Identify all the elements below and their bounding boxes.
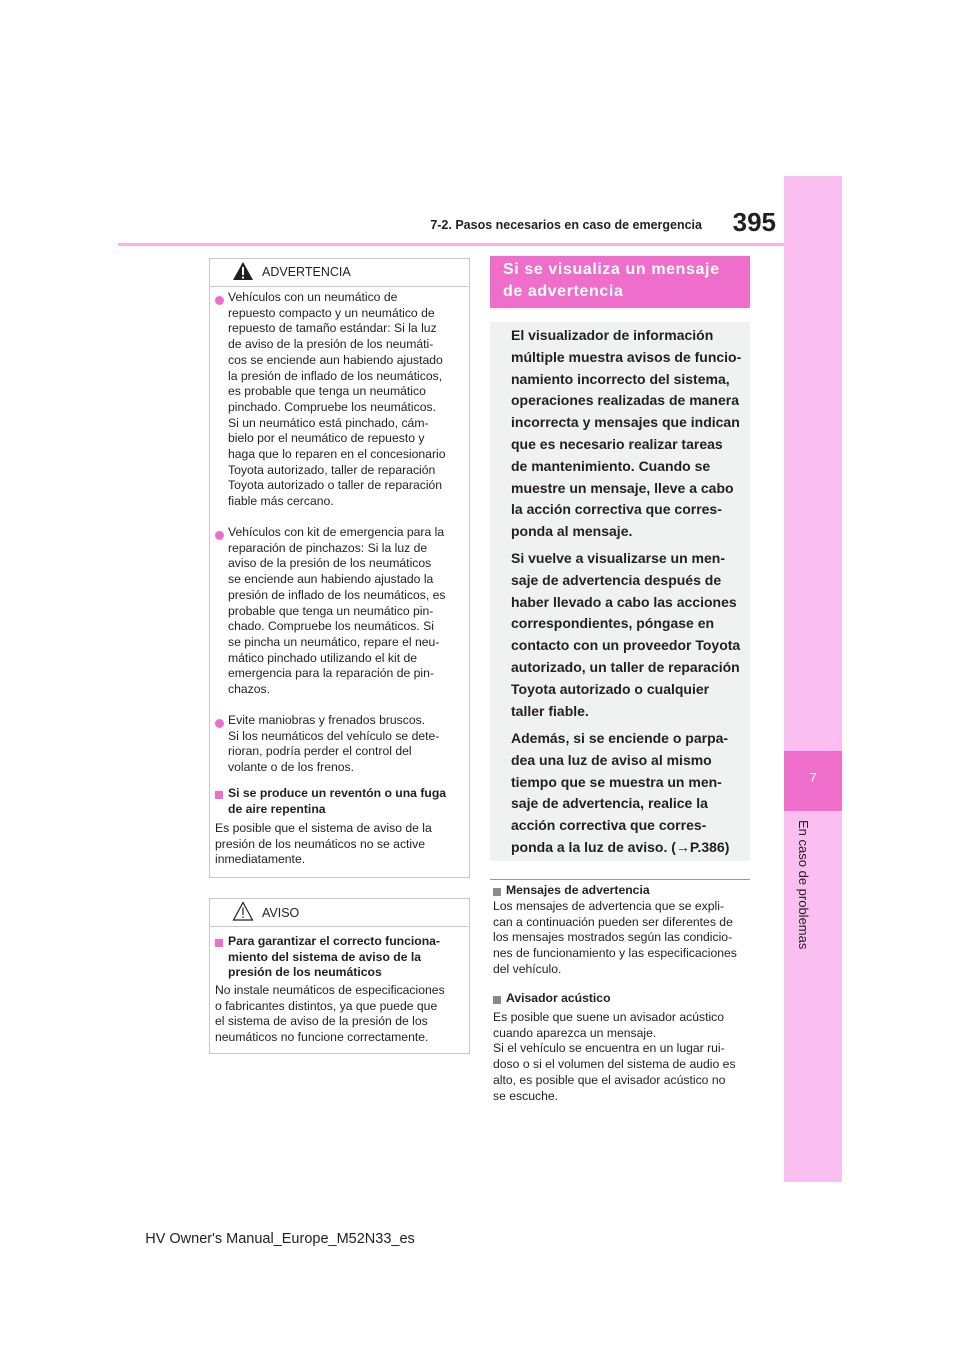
note-heading: Mensajes de advertencia <box>506 883 650 897</box>
chapter-side-tab <box>784 176 842 1182</box>
warning-subheading: Si se produce un reventón o una fuga de aire repentina <box>228 786 447 816</box>
page-number: 395 <box>732 207 776 237</box>
square-bullet-icon <box>215 791 223 799</box>
bullet-icon <box>215 719 224 728</box>
note-heading: Avisador acústico <box>506 991 611 1005</box>
square-bullet-icon <box>493 996 501 1004</box>
warning-body: Es posible que el sistema de aviso de la presión de los neumáticos no se active inmediatamente. <box>215 821 432 867</box>
warning-title: ADVERTENCIA <box>262 265 351 279</box>
warning-item-3: Evite maniobras y frenados bruscos. Si los neumáticos del vehículo se dete- rioran, podría perder el control del volante o de los frenos. <box>228 713 440 775</box>
bullet-icon <box>215 531 224 540</box>
bullet-icon <box>215 296 224 305</box>
caution-triangle-outline-icon <box>232 901 254 921</box>
warning-item-2: Vehículos con kit de emergencia para la reparación de pinchazos: Si la luz de aviso de la presión de los neumáticos se enciende aun habiendo ajustado la presión de inflado de los neumáticos, es probable que tenga un neumático pin- chado. Compruebe los neumáticos. Si se pincha un neumático, repare el neu- mático pinchado utilizando el kit de emergencia para la reparación de pin- chazos. <box>228 525 446 697</box>
warning-item-1: Vehículos con un neumático de repuesto compacto y un neumático de repuesto de tamaño estándar: Si la luz de aviso de la presión de los neumáti- cos se enciende aun habiendo ajustado la presión de inflado de los neumáticos, es probable que tenga un neumático pinchado. Compruebe los neumáticos. Si un neumático está pinchado, cám- bielo por el neumático de repuesto y haga que lo reparen en el concesionario Toyota autorizado, taller de reparación Toyota autorizado o taller de reparación fiable más cercano. <box>228 290 446 509</box>
section-heading: Si se visualiza un mensaje de advertencia <box>503 261 720 300</box>
chapter-title: En caso de problemas <box>796 820 811 950</box>
square-bullet-icon <box>493 888 501 896</box>
caution-subheading: Para garantizar el correcto funciona- miento del sistema de aviso de la presión de los neumáticos <box>228 934 440 980</box>
square-bullet-icon <box>215 939 223 947</box>
warning-triangle-filled-icon <box>232 261 254 281</box>
info-paragraph-2: Si vuelve a visualizarse un men- saje de advertencia después de haber llevado a cabo las acciones correspondientes, póngase en contacto con un proveedor Toyota autorizado, un taller de reparación Toyota autorizado o cualquier taller fiable. <box>511 550 741 719</box>
footer-text: HV Owner's Manual_Europe_M52N33_es <box>145 1231 415 1247</box>
notes-divider <box>490 879 750 880</box>
chapter-number: 7 <box>809 770 817 785</box>
section-header: 7-2. Pasos necesarios en caso de emergencia <box>430 218 702 232</box>
note-body: Los mensajes de advertencia que se expli- can a continuación pueden ser diferentes de los mensajes mostrados según las condicio- nes de funcionamiento y las especificaciones del vehículo. <box>493 899 737 976</box>
caution-body: No instale neumáticos de especificaciones o fabricantes distintos, ya que puede que el sistema de aviso de la presión de los neumáticos no funcione correctamente. <box>215 983 445 1045</box>
note-body: Es posible que suene un avisador acústico cuando aparezca un mensaje. Si el vehículo se encuentra en un lugar rui- doso o si el volumen del sistema de audio es alto, es posible que el avisador acústico no se escuche. <box>493 1010 736 1103</box>
header-divider <box>118 243 784 246</box>
info-paragraph-1: El visualizador de información múltiple muestra avisos de funcio- namiento incorrecto del sistema, operaciones realizadas de manera incorrecta y mensajes que indican que es necesario realizar tareas de mantenimiento. Cuando se muestre un mensaje, lleve a cabo la acción correctiva que corres- ponda al mensaje. <box>511 327 742 540</box>
caution-title: AVISO <box>262 906 300 920</box>
info-paragraph-3: Además, si se enciende o parpa- dea una luz de aviso al mismo tiempo que se muestra un men- saje de advertencia, realice la acción correctiva que corres- ponda a la luz de aviso. (→P.386) <box>511 730 730 855</box>
